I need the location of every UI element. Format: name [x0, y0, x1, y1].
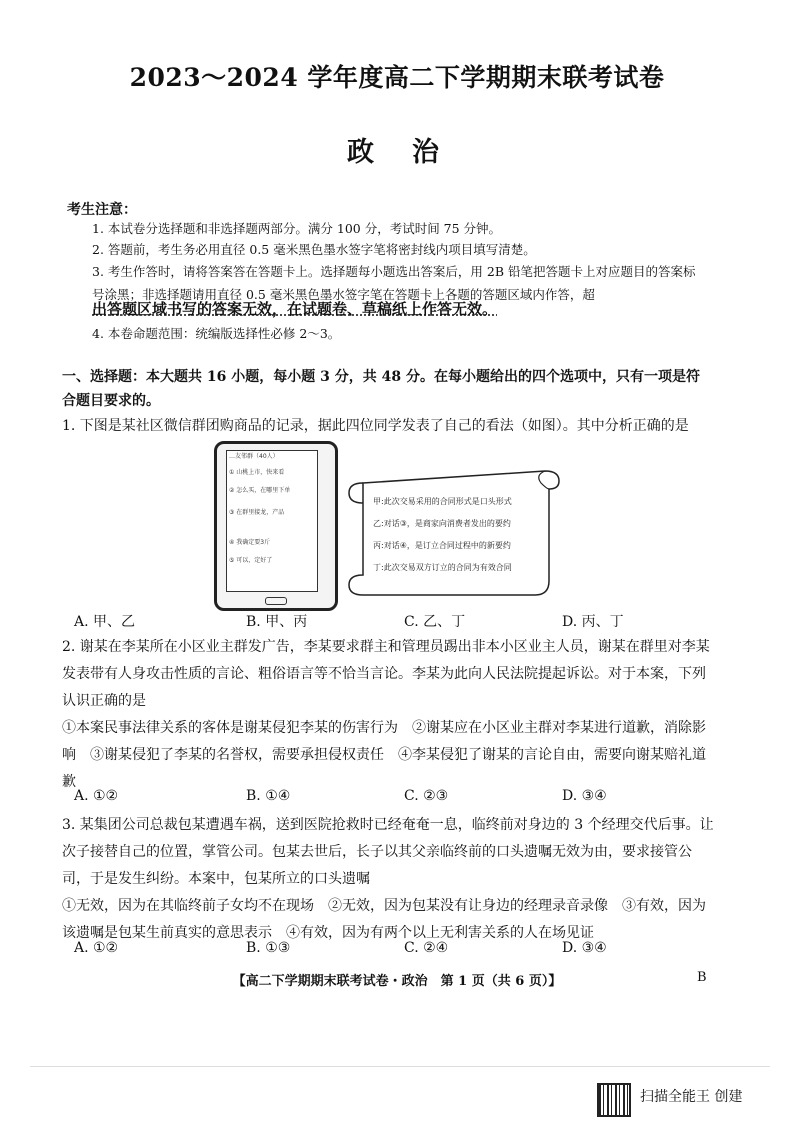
qr-code-icon — [597, 1083, 631, 1117]
option-a: A. ①② — [74, 940, 119, 956]
option-c: C. ②③ — [404, 788, 449, 804]
phone-line: ⑤ 可以，定好了 — [229, 557, 273, 564]
option-d: D. ③④ — [562, 788, 607, 804]
opinion-yi: 乙:对话③，是商家向消费者发出的要约 — [373, 519, 511, 528]
section-heading: 一、选择题：本大题共 16 小题，每小题 3 分，共 48 分。在每小题给出的四个选项中，只有一项是符合题目要求的。 — [62, 369, 700, 409]
option-a: A. ①② — [74, 788, 119, 804]
opinion-jia: 甲:此次交易采用的合同形式是口头形式 — [373, 497, 512, 506]
subject-title: 政治 — [347, 137, 477, 168]
question-3-options — [74, 940, 714, 960]
question-1-options — [74, 611, 714, 631]
notice-item-3-emphasis: 出答题区域书写的答案无效，在试题卷、草稿纸上作答无效。 — [92, 300, 498, 318]
question-2-options — [74, 788, 714, 808]
question-2 — [62, 634, 717, 796]
option-b: B. ①③ — [246, 940, 291, 956]
phone-line: ② 怎么买，在哪里下单 — [229, 487, 291, 494]
question-3 — [62, 812, 717, 947]
phone-image — [214, 441, 338, 611]
option-d: D. ③④ — [562, 940, 607, 956]
notice-item-3: 3. 考生作答时，请将答案答在答题卡上。选择题每小题选出答案后，用 2B 铅笔把答题卡上对应题目的答案标号涂黑；非选择题请用直径 0.5 毫米黑色墨水签字笔在答题卡上各题的答题区域内作答，超 — [92, 264, 696, 302]
exam-title: 2023～2024 学年度高二下学期期末联考试卷 — [129, 63, 665, 92]
question-2-choices: ①本案民事法律关系的客体是谢某侵犯李某的伤害行为 ②谢某应在小区业主群对李某进行道歉，消除影响 ③谢某侵犯了李某的名誉权，需要承担侵权责任 ④李某侵犯了谢某的言论自由，需要向谢某赔礼道歉 — [62, 720, 706, 790]
option-d: D. 丙、丁 — [562, 614, 624, 630]
option-b: B. ①④ — [246, 788, 291, 804]
phone-line: ④ 我确定要3斤 — [229, 539, 271, 546]
notice-item-1: 1. 本试卷分选择题和非选择题两部分。满分 100 分，考试时间 75 分钟。 — [92, 221, 502, 236]
question-3-stem: 3. 某集团公司总裁包某遭遇车祸，送到医院抢救时已经奄奄一息，临终前对身边的 3 个经理交代后事。让次子接替自己的位置，掌管公司。包某去世后，长子以其父亲临终前的口头遗嘱无效为由，要求接管公司，于是发生纠纷。本案中，包某所立的口头遗嘱 — [62, 817, 714, 887]
question-3-choices: ①无效，因为在其临终前子女均不在现场 ②无效，因为包某没有让身边的经理录音录像 ③有效，因为该遗嘱是包某生前真实的意思表示 ④有效，因为有两个以上无利害关系的人在场见证 — [62, 898, 706, 941]
option-c: C. ②④ — [404, 940, 449, 956]
divider — [30, 1066, 770, 1067]
question-1-stem: 1. 下图是某社区微信群团购商品的记录，据此四位同学发表了自己的看法（如图）。其中分析正确的是 — [62, 418, 689, 434]
page-footer: 【高二下学期期末联考试卷・政治 第 1 页（共 6 页）】 — [232, 974, 562, 989]
notice-item-4: 4. 本卷命题范围：统编版选择性必修 2～3。 — [92, 326, 341, 341]
question-2-stem: 2. 谢某在李某所在小区业主群发广告，李某要求群主和管理员踢出非本小区业主人员，谢某在群里对李某发表带有人身攻击性质的言论、粗俗语言等不恰当言论。李某为此向人民法院提起诉讼。对于本案，下列认识正确的是 — [62, 639, 710, 709]
opinion-ding: 丁:此次交易双方订立的合同为有效合同 — [373, 563, 512, 572]
phone-screen — [226, 450, 318, 592]
option-c: C. 乙、丁 — [404, 614, 466, 630]
home-button-icon — [265, 597, 287, 605]
option-a: A. 甲、乙 — [74, 614, 136, 630]
opinion-bing: 丙:对话④，是订立合同过程中的新要约 — [373, 541, 511, 550]
scroll-image — [345, 461, 563, 603]
version-label: B — [697, 970, 707, 985]
phone-line: ③ 在群里接龙，产品 — [229, 509, 285, 516]
phone-line: …友邻群（40人） — [229, 453, 279, 460]
notice-item-2: 2. 答题前，考生务必用直径 0.5 毫米黑色墨水签字笔将密封线内项目填写清楚。 — [92, 242, 536, 257]
notice-heading: 考生注意： — [67, 202, 137, 218]
scroll-text — [373, 491, 512, 579]
phone-line: ① 山桃上市，快来看 — [229, 469, 285, 476]
option-b: B. 甲、丙 — [246, 614, 308, 630]
scanner-watermark: 扫描全能王 创建 — [640, 1089, 743, 1105]
